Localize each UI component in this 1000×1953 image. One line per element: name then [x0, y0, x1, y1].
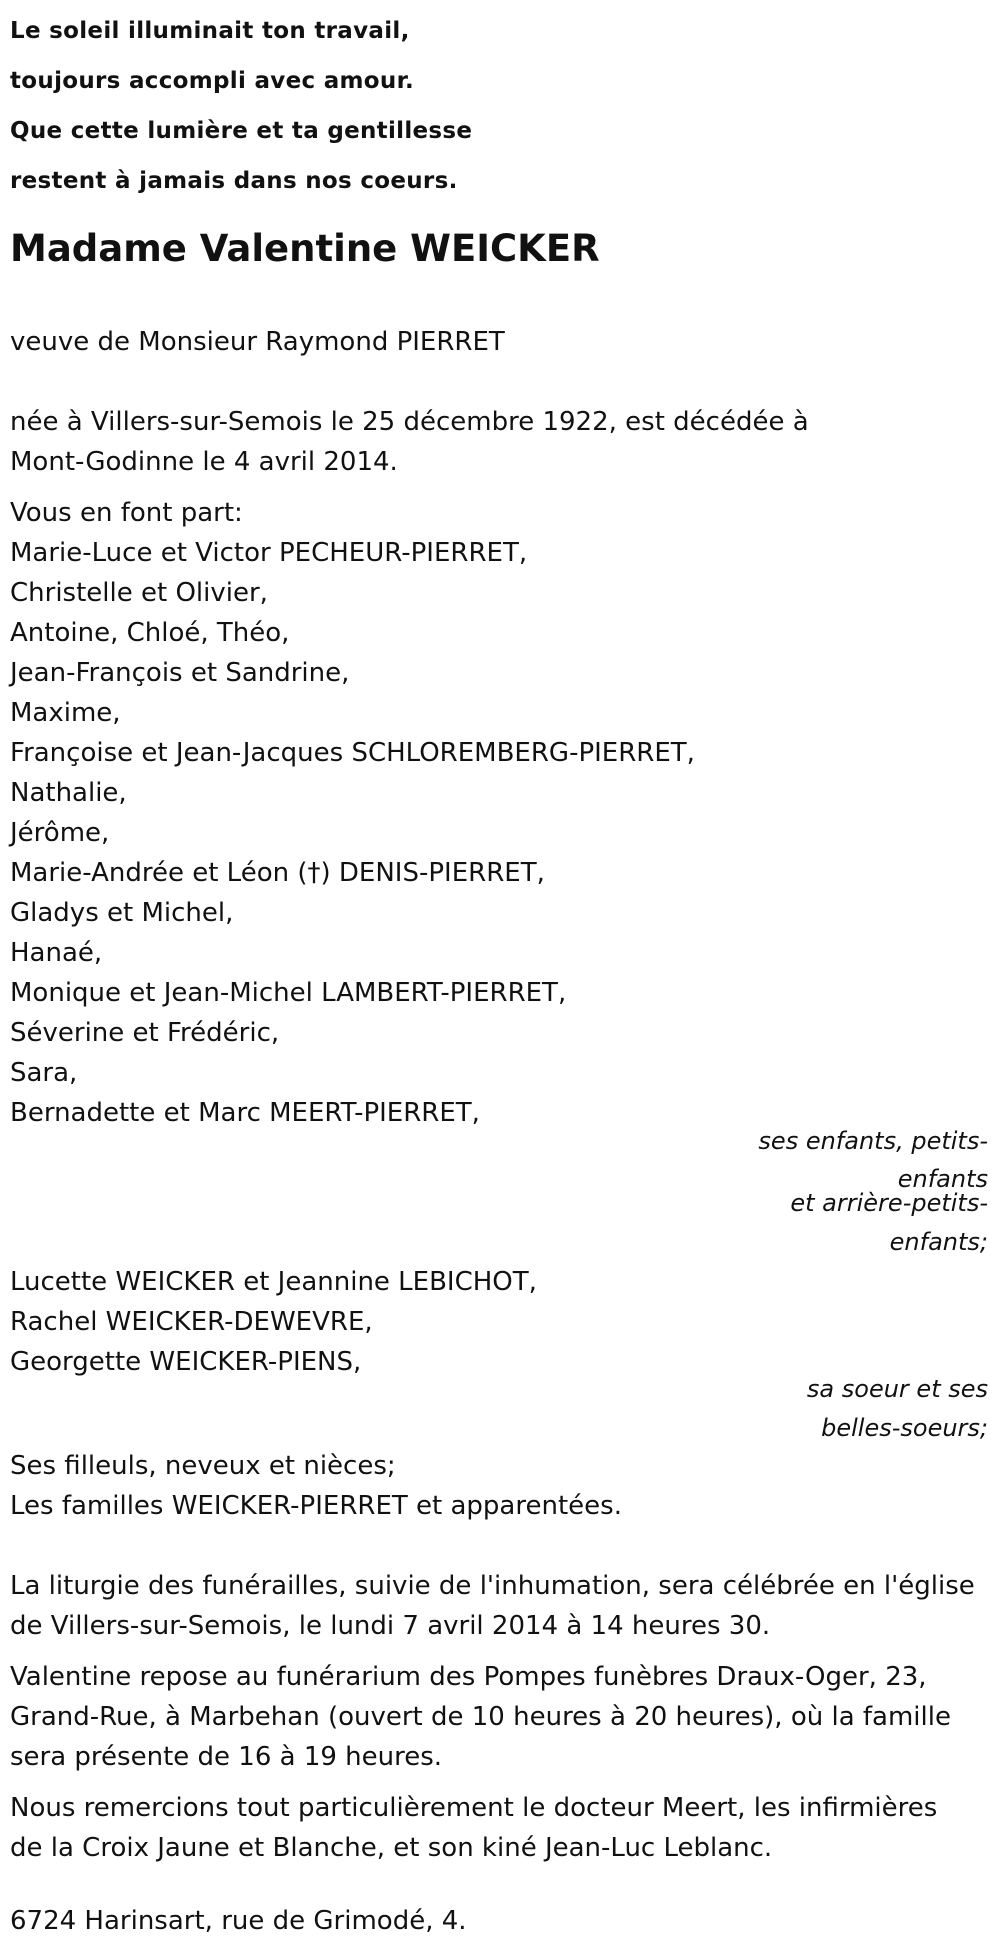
- birth-death-line: Mont-Godinne le 4 avril 2014.: [10, 447, 398, 477]
- children-line: Sara,: [10, 1058, 78, 1088]
- deceased-name: Madame Valentine WEICKER: [10, 227, 600, 270]
- funerarium-line: Grand-Rue, à Marbehan (ouvert de 10 heures à 20 heures), où la famille: [10, 1702, 951, 1732]
- children-line: Christelle et Olivier,: [10, 578, 268, 608]
- liturgy-line: de Villers-sur-Semois, le lundi 7 avril 2014 à 14 heures 30.: [10, 1611, 771, 1641]
- children-line: Marie-Luce et Victor PECHEUR-PIERRET,: [10, 538, 528, 568]
- sister-line: Georgette WEICKER-PIENS,: [10, 1347, 362, 1377]
- children-line: Jean-François et Sandrine,: [10, 658, 350, 688]
- children-line: Bernadette et Marc MEERT-PIERRET,: [10, 1098, 480, 1128]
- announcers-intro: Vous en font part:: [10, 498, 243, 528]
- liturgy-line: La liturgie des funérailles, suivie de l'inhumation, sera célébrée en l'église: [10, 1571, 975, 1601]
- sister-line: Lucette WEICKER et Jeannine LEBICHOT,: [10, 1267, 537, 1297]
- funerarium-line: Valentine repose au funérarium des Pompes funèbres Draux-Oger, 23,: [10, 1662, 927, 1692]
- thanks-line: de la Croix Jaune et Blanche, et son kiné Jean-Luc Leblanc.: [10, 1833, 773, 1863]
- children-line: Antoine, Chloé, Théo,: [10, 618, 290, 648]
- others-line: Les familles WEICKER-PIERRET et apparentées.: [10, 1491, 622, 1521]
- children-caption-line: enfants;: [889, 1228, 988, 1256]
- poem-line: Que cette lumière et ta gentillesse: [10, 118, 473, 144]
- funerarium-line: sera présente de 16 à 19 heures.: [10, 1742, 443, 1772]
- children-line: Françoise et Jean-Jacques SCHLOREMBERG-PIERRET,: [10, 738, 695, 768]
- poem-line: restent à jamais dans nos coeurs.: [10, 168, 458, 194]
- address: 6724 Harinsart, rue de Grimodé, 4.: [10, 1906, 467, 1936]
- children-line: Nathalie,: [10, 778, 127, 808]
- children-caption-line: et arrière-petits-: [790, 1189, 988, 1217]
- children-line: Jérôme,: [10, 818, 110, 848]
- poem-line: Le soleil illuminait ton travail,: [10, 18, 410, 44]
- sister-line: Rachel WEICKER-DEWEVRE,: [10, 1307, 373, 1337]
- birth-death-line: née à Villers-sur-Semois le 25 décembre 1922, est décédée à: [10, 407, 809, 437]
- children-caption-line: ses enfants, petits-: [758, 1127, 988, 1155]
- thanks-line: Nous remercions tout particulièrement le docteur Meert, les infirmières: [10, 1793, 938, 1823]
- children-caption-line: enfants: [897, 1165, 988, 1193]
- sisters-caption-line: belles-soeurs;: [821, 1414, 988, 1442]
- children-line: Gladys et Michel,: [10, 898, 234, 928]
- children-line: Marie-Andrée et Léon (†) DENIS-PIERRET,: [10, 858, 545, 888]
- poem-line: toujours accompli avec amour.: [10, 68, 414, 94]
- children-line: Hanaé,: [10, 938, 103, 968]
- children-line: Maxime,: [10, 698, 121, 728]
- others-line: Ses filleuls, neveux et nièces;: [10, 1451, 396, 1481]
- poem: [10, 6, 472, 206]
- widow-of: veuve de Monsieur Raymond PIERRET: [10, 327, 505, 357]
- children-line: Séverine et Frédéric,: [10, 1018, 280, 1048]
- children-line: Monique et Jean-Michel LAMBERT-PIERRET,: [10, 978, 567, 1008]
- sisters-caption-line: sa soeur et ses: [806, 1375, 988, 1403]
